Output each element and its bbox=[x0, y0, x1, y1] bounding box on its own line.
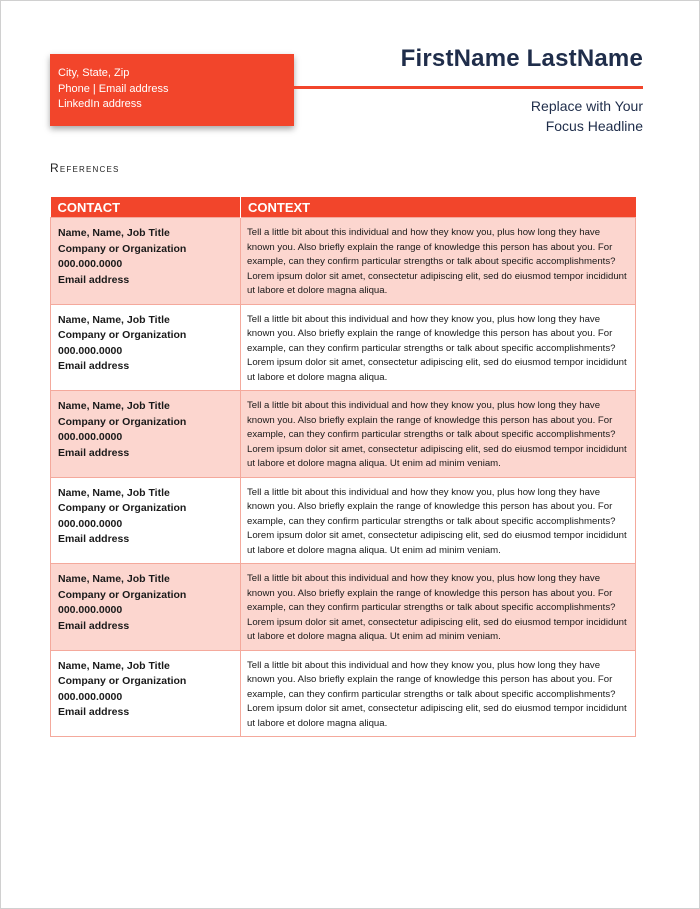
table-header-row bbox=[51, 197, 636, 218]
header-divider bbox=[294, 86, 643, 89]
reference-name: Name, Name, Job Title bbox=[58, 227, 170, 239]
reference-phone: 000.000.0000 bbox=[58, 604, 123, 616]
column-header-contact: CONTACT bbox=[51, 197, 241, 218]
reference-name: Name, Name, Job Title bbox=[58, 659, 170, 672]
table-row bbox=[51, 650, 636, 737]
reference-email: Email address bbox=[58, 446, 130, 459]
reference-company: Company or Organization bbox=[58, 242, 187, 255]
reference-email: Email address bbox=[58, 619, 130, 632]
section-heading: References bbox=[50, 161, 120, 175]
context-cell: Tell a little bit about this individual and how they know you, plus how long they have known you. Also briefly explain the range of knowledge this person has about you. For example, can they confirm particular strengths or talk about specific accomplishments? Lorem ipsum dolor sit amet, consectetur adipiscing elit, sed do eiusmod tempor incididunt ut labore et dolore magna aliqua. bbox=[241, 650, 636, 737]
reference-phone: 000.000.0000 bbox=[58, 344, 123, 357]
reference-company: Company or Organization bbox=[58, 502, 187, 514]
reference-company: Company or Organization bbox=[58, 675, 187, 687]
table-row bbox=[51, 391, 636, 478]
contact-cell bbox=[51, 304, 241, 391]
reference-company: Company or Organization bbox=[58, 588, 187, 601]
contact-cell bbox=[51, 564, 241, 651]
reference-email: Email address bbox=[58, 360, 130, 372]
headline-line: Replace with Your bbox=[530, 98, 643, 114]
phone-email-line: Phone | Email address bbox=[58, 82, 169, 95]
context-cell: Tell a little bit about this individual and how they know you, plus how long they have known you. Also briefly explain the range of knowledge this person has about you. For example, can they confirm particular strengths or talk about specific accomplishments? Lorem ipsum dolor sit amet, consectetur adipiscing elit, sed do eiusmod tempor incididunt ut labore et dolore magna aliqua. bbox=[241, 218, 636, 305]
contact-info-box bbox=[50, 54, 294, 126]
address-line: City, State, Zip bbox=[58, 67, 130, 79]
contact-cell bbox=[51, 218, 241, 305]
reference-email: Email address bbox=[58, 706, 130, 718]
reference-company: Company or Organization bbox=[58, 329, 187, 341]
reference-name: Name, Name, Job Title bbox=[58, 573, 170, 585]
reference-phone: 000.000.0000 bbox=[58, 431, 123, 443]
table-row bbox=[51, 477, 636, 564]
reference-phone: 000.000.0000 bbox=[58, 258, 123, 270]
reference-company: Company or Organization bbox=[58, 415, 187, 428]
context-cell: Tell a little bit about this individual and how they know you, plus how long they have known you. Also briefly explain the range of knowledge this person has about you. For example, can they confirm particular strengths or talk about specific accomplishments? Lorem ipsum dolor sit amet, consectetur adipiscing elit, sed do eiusmod tempor incididunt ut labore et dolore magna aliqua. Ut enim ad minim veniam. bbox=[241, 564, 636, 651]
context-cell: Tell a little bit about this individual and how they know you, plus how long they have known you. Also briefly explain the range of knowledge this person has about you. For example, can they confirm particular strengths or talk about specific accomplishments? Lorem ipsum dolor sit amet, consectetur adipiscing elit, sed do eiusmod tempor incididunt ut labore et dolore magna aliqua. Ut enim ad minim veniam. bbox=[241, 477, 636, 564]
table-row bbox=[51, 304, 636, 391]
column-header-context: CONTEXT bbox=[241, 197, 636, 218]
table-row bbox=[51, 564, 636, 651]
focus-headline bbox=[443, 96, 643, 136]
linkedin-line: LinkedIn address bbox=[58, 98, 142, 110]
page-title: FirstName LastName bbox=[400, 45, 643, 72]
reference-email: Email address bbox=[58, 533, 130, 545]
contact-cell bbox=[51, 650, 241, 737]
contact-cell bbox=[51, 391, 241, 478]
references-table bbox=[50, 197, 636, 737]
reference-email: Email address bbox=[58, 273, 130, 286]
headline-line: Focus Headline bbox=[545, 118, 643, 134]
reference-phone: 000.000.0000 bbox=[58, 517, 123, 530]
context-cell: Tell a little bit about this individual and how they know you, plus how long they have known you. Also briefly explain the range of knowledge this person has about you. For example, can they confirm particular strengths or talk about specific accomplishments? Lorem ipsum dolor sit amet, consectetur adipiscing elit, sed do eiusmod tempor incididunt ut labore et dolore magna aliqua. bbox=[241, 304, 636, 391]
context-cell: Tell a little bit about this individual and how they know you, plus how long they have known you. Also briefly explain the range of knowledge this person has about you. For example, can they confirm particular strengths or talk about specific accomplishments? Lorem ipsum dolor sit amet, consectetur adipiscing elit, sed do eiusmod tempor incididunt ut labore et dolore magna aliqua. Ut enim ad minim veniam. bbox=[241, 391, 636, 478]
contact-cell bbox=[51, 477, 241, 564]
reference-phone: 000.000.0000 bbox=[58, 690, 123, 703]
reference-name: Name, Name, Job Title bbox=[58, 313, 170, 326]
reference-name: Name, Name, Job Title bbox=[58, 486, 170, 499]
reference-name: Name, Name, Job Title bbox=[58, 400, 170, 412]
table-row bbox=[51, 218, 636, 305]
